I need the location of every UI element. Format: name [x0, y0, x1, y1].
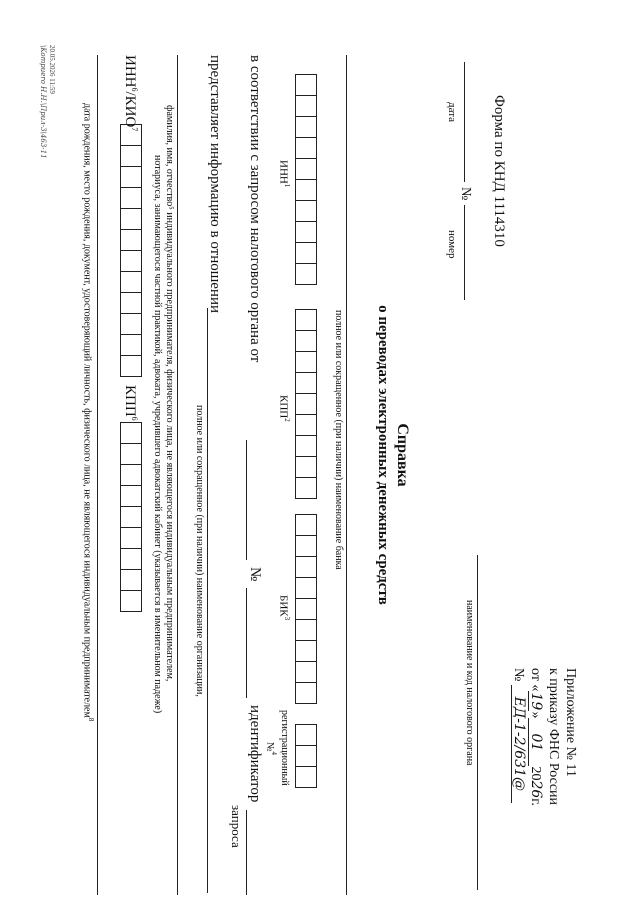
presents-text: представляет информацию в отношении — [207, 55, 223, 314]
inn-kio-boxes[interactable] — [120, 125, 142, 377]
request-date-line — [246, 440, 247, 560]
tax-authority-line — [477, 555, 478, 890]
reg-caption-1: регистрационный — [279, 710, 290, 786]
reg-caption-2: №$^4$ — [264, 742, 278, 756]
tax-authority-caption: наименование и код налогового органа — [464, 600, 475, 766]
bank-name-line — [346, 55, 347, 895]
identifier-line — [246, 810, 247, 895]
date-line — [464, 62, 465, 182]
inn-kio-label: ИНН$^6$/КИО$^7$ — [122, 55, 139, 132]
number-caption: номер — [446, 230, 458, 259]
print-stamp-2: \Kompuero Н.Н.\Прил-3\463-11 — [39, 45, 47, 159]
appendix-number: № ЕД-1-2/631@ — [511, 668, 526, 803]
appendix-year: 26 — [528, 780, 544, 799]
request-no-sign: № — [247, 567, 263, 582]
appendix-date: от «19»012026г. — [528, 668, 544, 806]
bank-bik-label: БИК$^3$ — [277, 595, 291, 621]
bank-kpp-label: КПП$^2$ — [277, 395, 291, 422]
bank-caption: полное или сокращенное (при наличии) наименование банка — [333, 310, 344, 570]
org-caption: полное или сокращенное (при наличии) наименование организации, — [194, 405, 205, 697]
bank-kpp-boxes[interactable] — [295, 310, 317, 499]
appendix-line-2: к приказу ФНС России — [546, 668, 561, 806]
request-text: в соответствии с запросом налогового органа от — [247, 55, 263, 363]
appendix-line-1: Приложение № 11 — [563, 668, 578, 777]
bank-inn-boxes[interactable] — [295, 75, 317, 285]
bank-inn-label: ИНН$^1$ — [277, 160, 291, 188]
print-stamp-1: 20.05.2026 11:59 — [48, 45, 56, 94]
number-sign: № — [458, 187, 473, 201]
document-title: Справка — [394, 423, 411, 487]
appendix-day: 19 — [528, 692, 544, 711]
identifier-label: идентификатор — [247, 705, 263, 803]
number-line — [464, 205, 465, 300]
bank-bik-boxes[interactable] — [295, 515, 317, 704]
appendix-month: 01 — [528, 718, 543, 766]
kpp2-label: КПП$^6$ — [122, 385, 139, 421]
presents-line — [207, 308, 208, 893]
person-caption-2: нотариуса, занимающегося частной практикой, адвоката, учредившего адвокатский кабинет (указывается в именительном падеже) — [152, 155, 163, 714]
form-code: Форма по КНД 1114310 — [491, 95, 507, 247]
birth-line — [97, 55, 98, 895]
person-caption-1: фамилия, имя, отчество⁵ индивидуального предпринимателя, физического лица, не являющегося индивидуальным предпринимателем, — [164, 105, 175, 682]
birth-caption: дата рождения, место рождения, документ, удостоверяющий личность, физического лица, не являющегося индивидуальным предпринимателем$^8$ — [81, 103, 95, 722]
person-line — [177, 55, 178, 895]
document-subtitle: о переводах электронных денежных средств — [375, 305, 391, 605]
request-word: запроса — [229, 805, 244, 848]
request-number-line — [246, 588, 247, 698]
kpp2-boxes[interactable] — [120, 423, 142, 612]
date-caption: дата — [446, 102, 458, 123]
bank-reg-no-boxes[interactable] — [295, 725, 317, 788]
